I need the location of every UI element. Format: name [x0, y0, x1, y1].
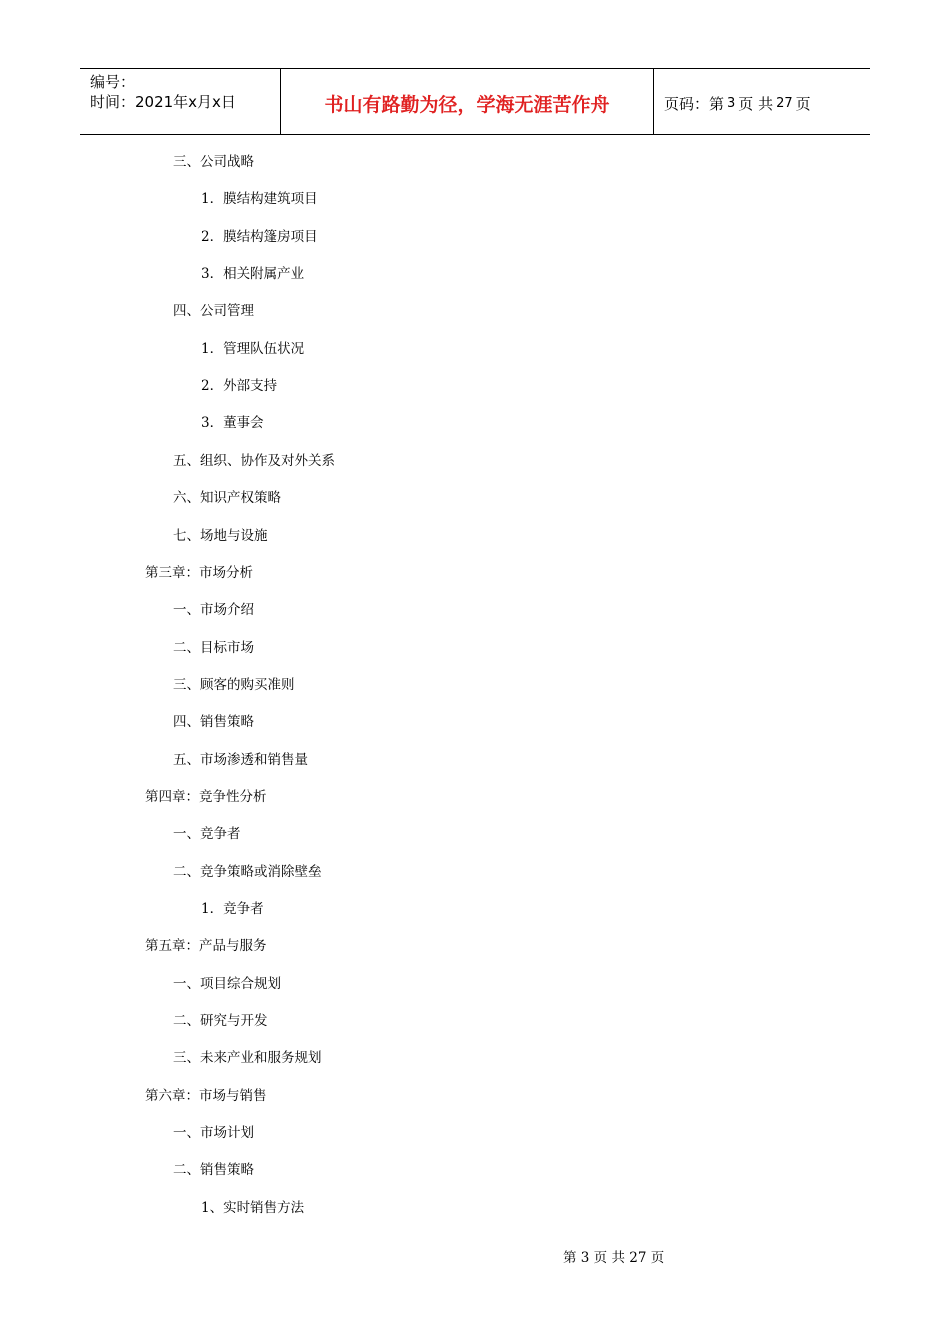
page-suffix: 页: [795, 94, 811, 113]
toc-item: 二、目标市场: [173, 639, 254, 656]
toc-item: 1、实时销售方法: [201, 1199, 305, 1216]
footer-page-number: 第 3 页 共 27 页: [563, 1250, 665, 1266]
toc-item: 五、组织、协作及对外关系: [173, 452, 335, 469]
toc-item: 3．董事会: [201, 415, 264, 432]
toc-item: 2．外部支持: [201, 378, 278, 395]
toc-item: 第五章：产品与服务: [145, 938, 267, 955]
page-total: 27: [776, 95, 793, 111]
page-prefix: 页码：第: [664, 94, 725, 113]
toc-item: 一、项目综合规划: [173, 975, 281, 992]
toc-item: 3．相关附属产业: [201, 266, 305, 283]
toc-item: 第三章：市场分析: [145, 564, 253, 581]
page-current: 3: [727, 95, 736, 111]
toc-item: 二、销售策略: [173, 1162, 254, 1179]
toc-item: 第六章：市场与销售: [145, 1087, 267, 1104]
header-motto-cell: [281, 69, 654, 134]
toc-item: 三、公司战略: [173, 154, 254, 170]
toc-item: 1．膜结构建筑项目: [201, 191, 318, 208]
toc-item: 三、顾客的购买准则: [173, 676, 295, 693]
document-number-label: 编号：: [90, 73, 136, 91]
toc-item: 2．膜结构篷房项目: [201, 228, 318, 245]
header-page-cell: [654, 69, 870, 134]
toc-item: 二、研究与开发: [173, 1013, 268, 1030]
toc-item: 六、知识产权策略: [173, 490, 281, 507]
page-mid: 页 共: [738, 94, 774, 113]
toc-item: 五、市场渗透和销售量: [173, 751, 308, 768]
header-motto: 书山有路勤为径，学海无涯苦作舟: [324, 93, 610, 116]
toc-item: 四、销售策略: [173, 714, 254, 731]
toc-item: 一、竞争者: [173, 826, 241, 843]
toc-item: 1．管理队伍状况: [201, 340, 305, 357]
toc-item: 二、竞争策略或消除壁垒: [173, 863, 322, 880]
toc-item: 1．竞争者: [201, 901, 264, 917]
toc-item: 三、未来产业和服务规划: [173, 1050, 322, 1067]
toc-item: 一、市场介绍: [173, 602, 254, 619]
page-header: [80, 68, 870, 135]
toc-item: 七、场地与设施: [173, 527, 268, 544]
toc-item: 第四章：竞争性分析: [145, 788, 267, 805]
header-info-cell: [80, 69, 281, 134]
document-time-label: 时间：2021年x月x日: [90, 93, 236, 111]
toc-item: 一、市场计划: [173, 1125, 254, 1142]
toc-item: 四、公司管理: [173, 303, 254, 320]
